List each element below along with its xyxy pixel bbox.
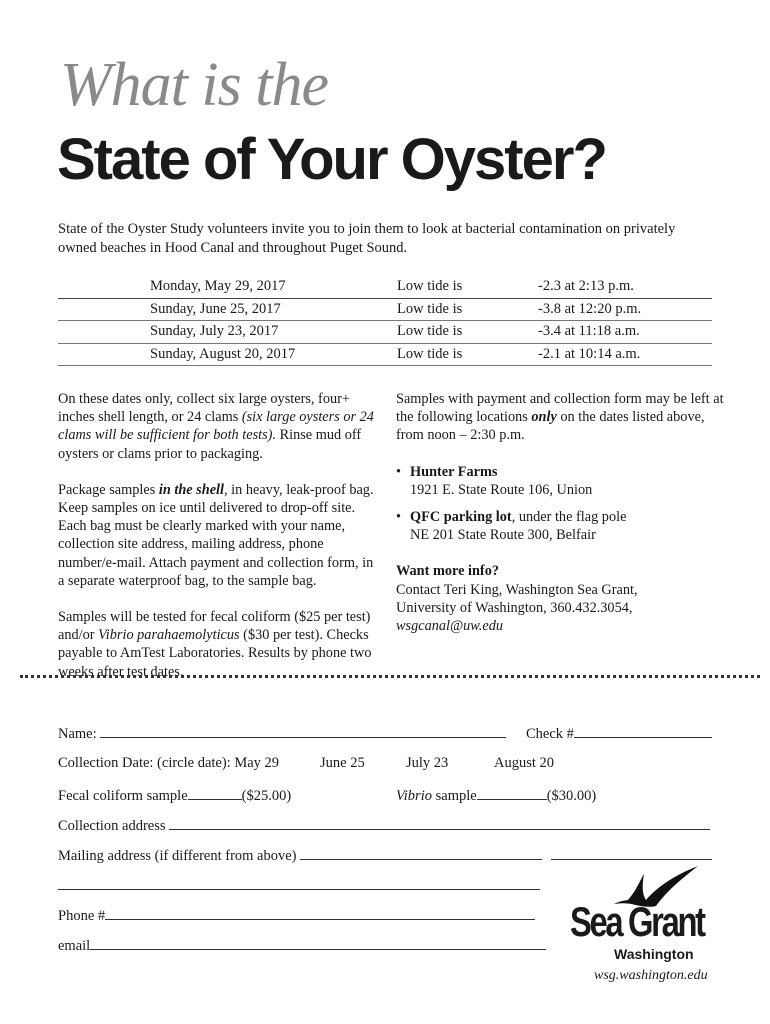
tide-value: -2.1 at 10:14 a.m. <box>538 345 641 362</box>
tide-row <box>58 276 712 298</box>
name-label: Name: <box>58 726 97 742</box>
check-label: Check # <box>526 726 574 742</box>
cut-line <box>20 675 760 678</box>
mailing-address-row: Mailing address (if different from above) <box>58 846 542 865</box>
location-list <box>396 463 726 545</box>
tide-row <box>58 298 712 321</box>
tide-table <box>58 276 712 366</box>
location-item: • QFC parking lot, under the flag pole NE 201 State Route 300, Belfair <box>396 509 627 544</box>
collection-address-field[interactable] <box>169 816 710 830</box>
header-kicker: What is the <box>60 51 328 119</box>
contact-email[interactable]: wsgcanal@uw.edu <box>396 618 504 635</box>
tide-label: Low tide is <box>397 323 463 340</box>
vibrio-field[interactable] <box>477 786 547 800</box>
name-row <box>58 724 506 743</box>
tide-label: Low tide is <box>397 300 463 317</box>
tide-date: Sunday, July 23, 2017 <box>150 323 279 340</box>
collection-date-label: Collection Date: (circle date): May 29 <box>58 755 280 771</box>
date-option-june[interactable]: June 25 <box>320 755 365 771</box>
mailing-address-field[interactable] <box>300 846 542 860</box>
dropoff-intro: Samples with payment and collection form may be left at the following locations only on the dates listed above, from noon – 2:30 p.m. <box>396 391 724 444</box>
mailing-address-field-2[interactable] <box>551 846 712 860</box>
testing-info: Samples will be tested for fecal coliform ($25 per test) and/or Vibrio parahaemolyticus ($30 per test). Checks payable to AmTest Laboratories. Results by phone two weeks after test dates. <box>58 609 372 680</box>
location-name: Hunter Farms <box>410 463 498 480</box>
mailing-address-field-3[interactable] <box>58 876 540 890</box>
date-option-august[interactable]: August 20 <box>494 755 555 771</box>
page-title: State of Your Oyster? <box>57 127 606 192</box>
vibrio-row: Vibrio sample ($30.00) <box>396 788 597 804</box>
tide-row <box>58 321 712 344</box>
location-name: QFC parking lot <box>410 509 512 526</box>
logo-subtitle: Washington <box>614 946 694 962</box>
tide-value: -3.4 at 11:18 a.m. <box>538 323 640 340</box>
tide-value: -3.8 at 12:20 p.m. <box>538 300 642 317</box>
check-row <box>526 724 712 743</box>
intro-text: State of the Oyster Study volunteers invite you to join them to look at bacterial contamination on privately owned beaches in Hood Canal and throughout Puget Sound. <box>58 221 676 256</box>
fecal-field[interactable] <box>188 786 242 800</box>
instructions-column <box>58 390 378 699</box>
bullet-icon: • <box>396 463 402 480</box>
tide-label: Low tide is <box>397 345 463 362</box>
tide-date: Sunday, August 20, 2017 <box>150 345 296 362</box>
website-link[interactable]: wsg.washington.edu <box>594 968 708 983</box>
date-option-july[interactable]: July 23 <box>406 755 449 771</box>
email-row: email <box>58 936 546 955</box>
name-field[interactable] <box>100 724 506 738</box>
email-field[interactable] <box>90 936 546 950</box>
bullet-icon: • <box>396 509 402 526</box>
tide-value: -2.3 at 2:13 p.m. <box>538 278 634 295</box>
info-heading: Want more info? <box>396 563 499 580</box>
tide-label: Low tide is <box>397 278 463 295</box>
phone-field[interactable] <box>105 906 535 920</box>
location-item <box>396 463 726 499</box>
fecal-row: Fecal coliform sample ($25.00) <box>58 788 292 804</box>
location-address: 1921 E. State Route 106, Union <box>410 481 593 498</box>
phone-row: Phone # <box>58 906 535 925</box>
collection-address-row: Collection address <box>58 816 710 835</box>
location-address: NE 201 State Route 300, Belfair <box>410 527 596 544</box>
tide-date: Sunday, June 25, 2017 <box>150 300 281 317</box>
dropoff-column <box>396 390 726 635</box>
tide-row <box>58 343 712 366</box>
contact-info: Want more info? Contact Teri King, Washington Sea Grant, University of Washington, 360.432.3054, wsgcanal@uw.edu <box>396 563 638 635</box>
collection-instructions: On these dates only, collect six large oysters, four+ inches shell length, or 24 clams (six large oysters or 24 clams will be sufficient for both tests). Rinse mud off oysters or clams prior to packaging. <box>58 391 374 462</box>
sea-grant-logo <box>570 866 715 966</box>
check-field[interactable] <box>574 724 712 738</box>
tide-date: Monday, May 29, 2017 <box>150 278 286 295</box>
logo-name: Sea Grant <box>570 898 704 945</box>
packaging-instructions: Package samples in the shell, in heavy, leak-proof bag. Keep samples on ice until delivered to drop-off site. Each bag must be clearly marked with your name, collection site address, mailing address, phone number/e-mail. Attach payment and collection form, in a separate waterproof bag, to the sample bag. <box>58 481 374 589</box>
